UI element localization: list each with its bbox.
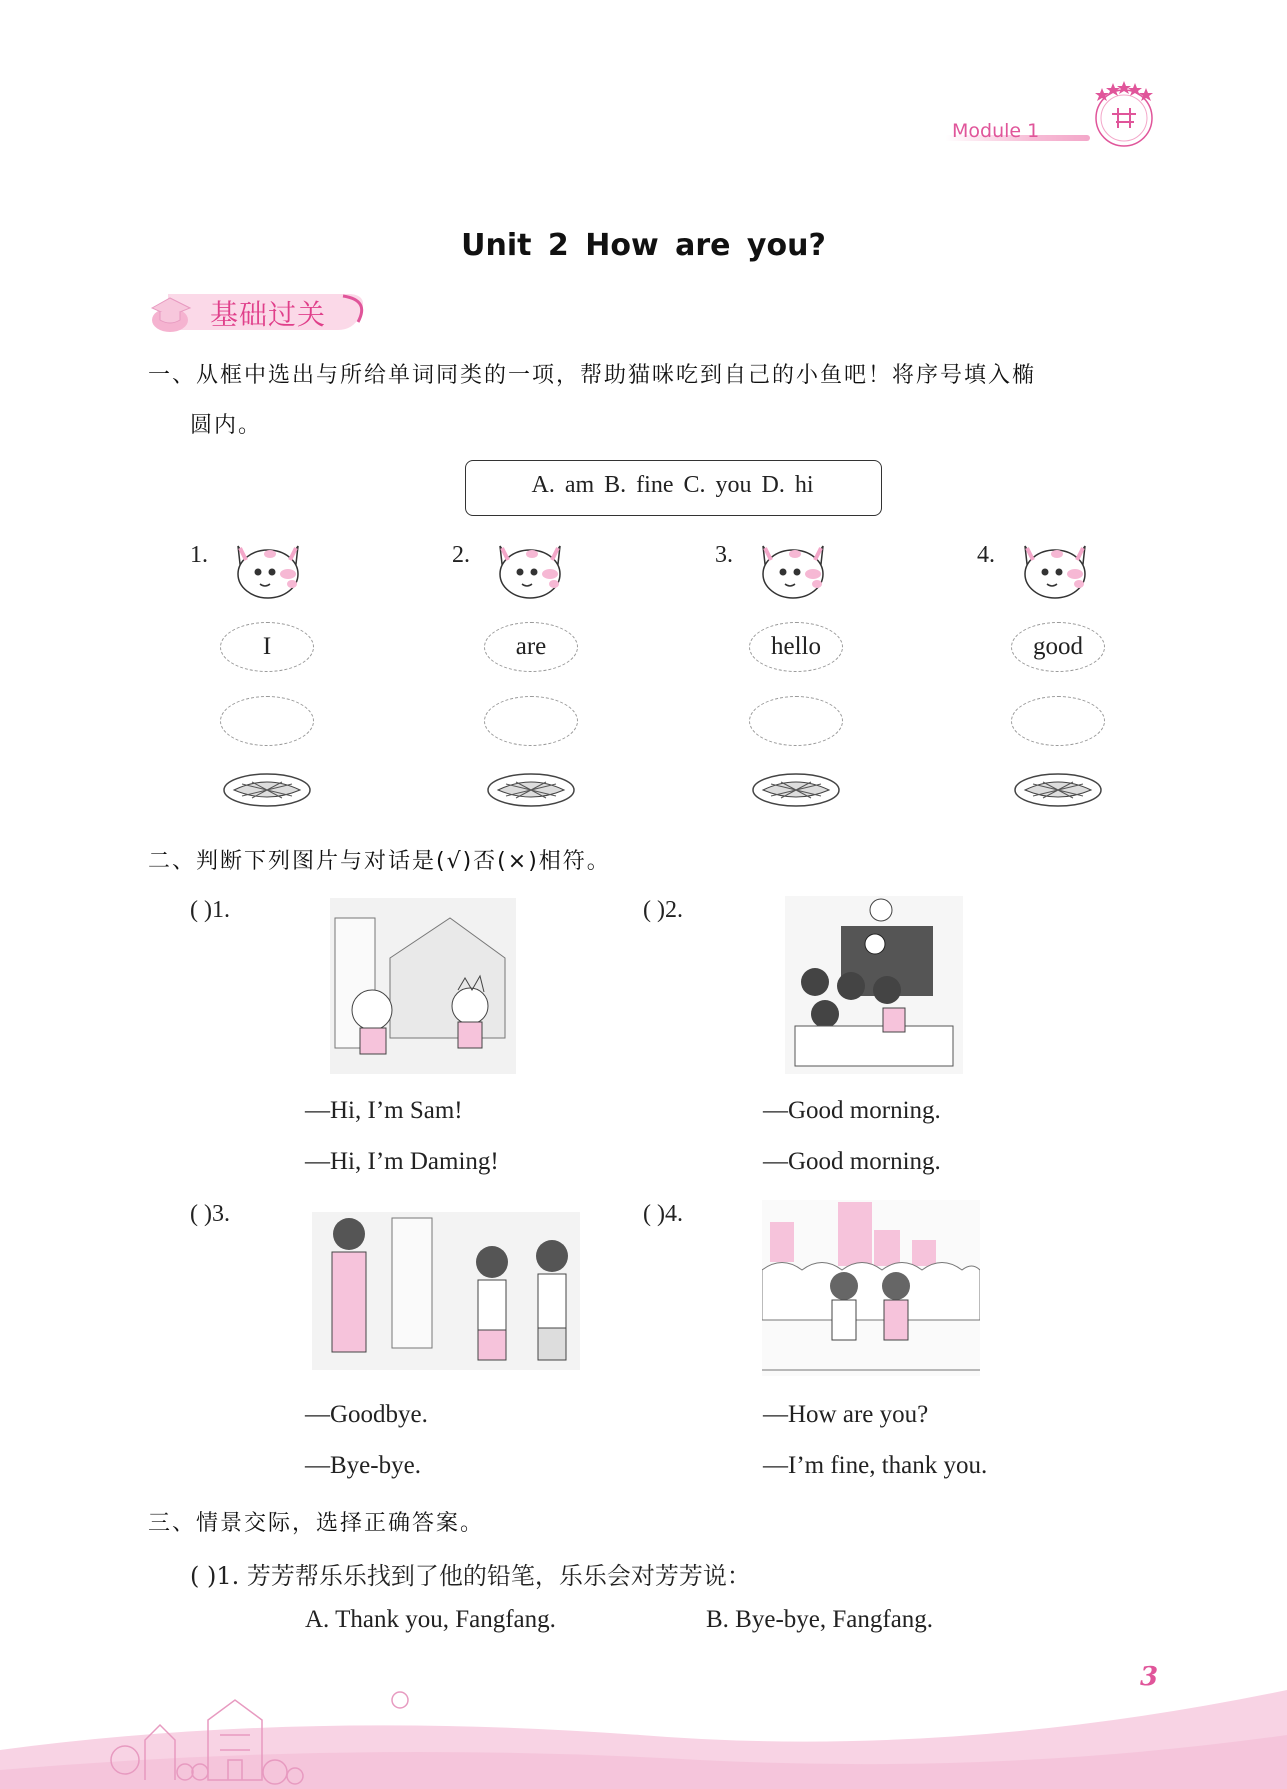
q1-word-oval: hello [749,622,843,672]
q3-option-b: B. Bye-bye, Fangfang. [706,1606,934,1633]
footer-decoration [0,1640,1287,1789]
section-badge-label: 基础过关 [210,298,327,331]
answer-parenthesis[interactable]: ( )1. [190,897,230,923]
q3-heading: 三、情景交际，选择正确答案。 [148,1511,485,1536]
unit-title: Unit 2 How are you? [461,228,826,263]
dialog-line: —I’m fine, thank you. [763,1452,988,1479]
dialog-line: —Good morning. [763,1148,941,1175]
dialog-line: —How are you? [763,1401,929,1428]
publisher-logo-icon [1088,78,1160,150]
dialog-line: —Hi, I’m Daming! [305,1148,499,1175]
q1-word-oval: are [484,622,578,672]
q1-item-number: 1. [190,542,208,568]
q1-answer-oval[interactable] [1011,696,1105,746]
fish-icon [1013,770,1103,810]
dialog-line: —Hi, I’m Sam! [305,1097,463,1124]
option-box-text: A. am B. fine C. you D. hi [531,472,814,498]
cat-icon [1017,534,1093,602]
answer-parenthesis[interactable]: ( )3. [190,1201,230,1227]
answer-parenthesis[interactable]: ( )4. [643,1201,683,1227]
cat-icon [755,534,831,602]
cat-icon [230,534,306,602]
illustration-sam-daming [330,898,516,1074]
q1-word-oval: I [220,622,314,672]
q3-option-a: A. Thank you, Fangfang. [305,1606,556,1633]
q1-answer-oval[interactable] [484,696,578,746]
q1-answer-oval[interactable] [749,696,843,746]
illustration-classroom [785,896,963,1074]
fish-icon [222,770,312,810]
q2-heading: 二、判断下列图片与对话是(√)否(×)相符。 [148,849,611,874]
q3-question[interactable]: ( )1. 芳芳帮乐乐找到了他的铅笔，乐乐会对芳芳说： [190,1562,751,1590]
answer-parenthesis[interactable]: ( )2. [643,897,683,923]
q1-item-number: 3. [715,542,733,568]
q1-heading: 一、从框中选出与所给单词同类的一项，帮助猫咪吃到自己的小鱼吧！将序号填入椭 [148,363,1037,388]
q1-item-number: 2. [452,542,470,568]
q1-heading-cont: 圆内。 [190,413,263,438]
module-label: Module 1 [952,120,1040,142]
illustration-greeting [762,1200,980,1376]
q1-item-number: 4. [977,542,995,568]
cat-icon [492,534,568,602]
q1-answer-oval[interactable] [220,696,314,746]
illustration-goodbye [312,1212,580,1370]
dialog-line: —Bye-bye. [305,1452,421,1479]
fish-icon [486,770,576,810]
dialog-line: —Good morning. [763,1097,941,1124]
fish-icon [751,770,841,810]
q1-word-oval: good [1011,622,1105,672]
page-number: 3 [1140,1662,1159,1692]
dialog-line: —Goodbye. [305,1401,428,1428]
